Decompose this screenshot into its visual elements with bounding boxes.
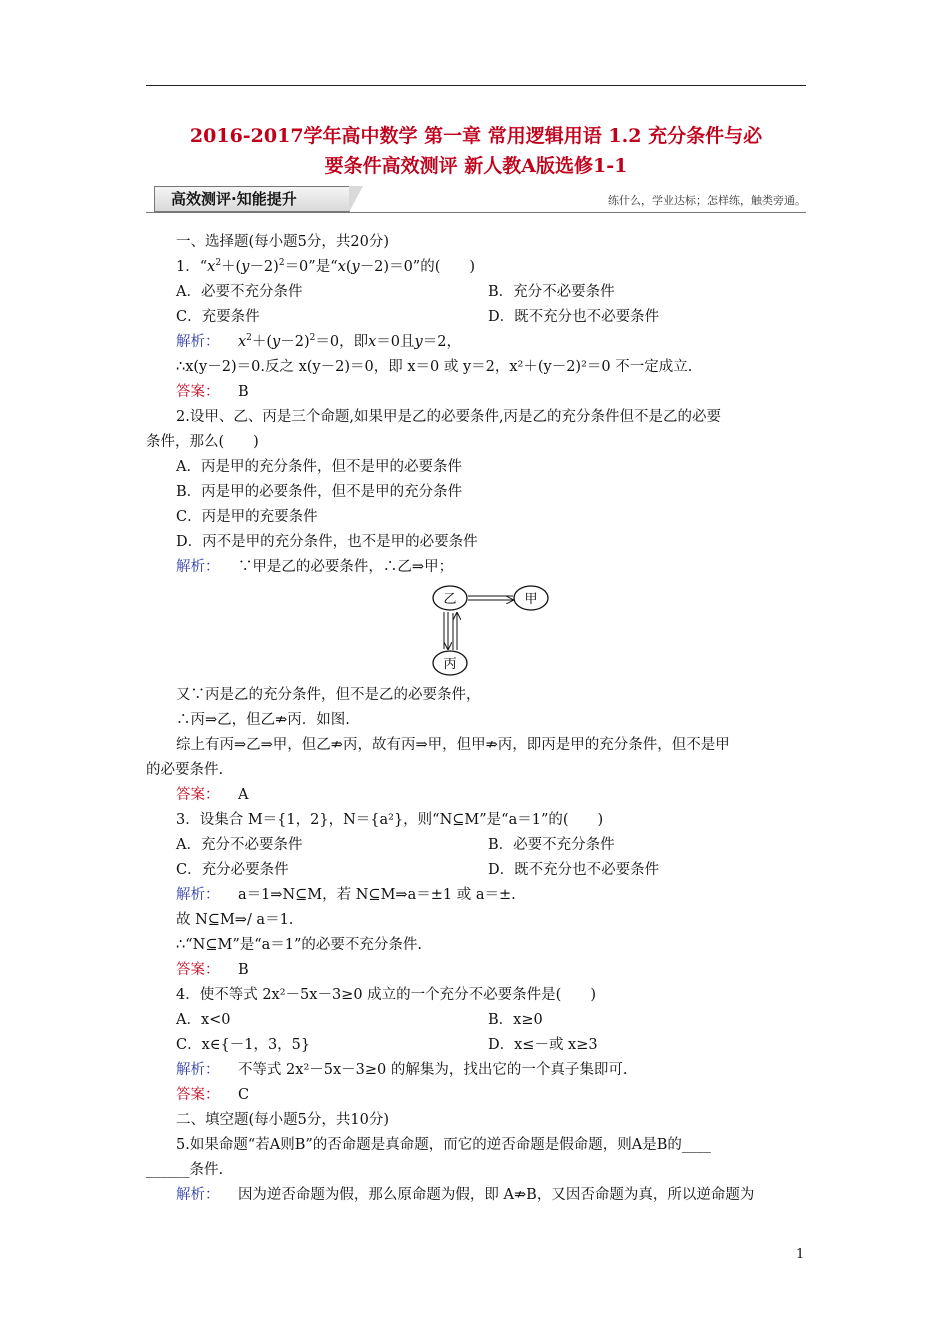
q3-option-b: B．必要不充分条件 xyxy=(488,837,615,853)
q1-analysis: 解析： $x^2+(y-2)^2=0$，即x＝0且y＝2， xyxy=(176,333,461,350)
q2-option-c: C．丙是甲的充要条件 xyxy=(176,509,318,525)
q4-answer: 答案： C xyxy=(176,1087,250,1103)
q3-analysis: 解析： a＝1⇒N⊆M，若 N⊆M⇒a＝±1 或 a＝±. xyxy=(176,887,516,903)
q2-answer: 答案： A xyxy=(176,787,249,803)
section-1-heading: 一、选择题(每小题5分，共20分) xyxy=(176,234,389,250)
q1-option-b: B．充分不必要条件 xyxy=(488,284,615,300)
q2-after-3: 综上有丙⇒乙⇒甲，但乙⇏丙，故有丙⇒甲，但甲⇏丙，即丙是甲的充分条件，但不是甲 xyxy=(176,737,730,753)
section-banner xyxy=(146,186,806,214)
q2-analysis: 解析： ∵甲是乙的必要条件，∴乙⇒甲； xyxy=(176,559,454,575)
answer-label: 答案： xyxy=(176,962,220,978)
q2-stem-line2: 条件，那么( ) xyxy=(146,434,259,450)
analysis-label: 解析： xyxy=(176,559,220,575)
answer-label: 答案： xyxy=(176,787,220,803)
analysis-label: 解析： xyxy=(176,1187,220,1203)
q4-analysis: 解析： 不等式 2x²－5x－3≥0 的解集为，找出它的一个真子集即可. xyxy=(176,1062,628,1078)
q3-option-c: C．充分必要条件 xyxy=(176,862,289,878)
answer-label: 答案： xyxy=(176,1087,220,1103)
q2-stem-line1: 2.设甲、乙、丙是三个命题,如果甲是乙的必要条件,丙是乙的充分条件但不是乙的必要 xyxy=(176,409,722,425)
top-rule xyxy=(146,85,806,86)
section-2-heading: 二、填空题(每小题5分，共10分) xyxy=(176,1112,389,1128)
answer-label: 答案： xyxy=(176,384,220,400)
q1-analysis-line2: ∴x(y－2)＝0.反之 x(y－2)＝0，即 x＝0 或 y＝2，x²＋(y－2)²＝0 不一定成立. xyxy=(176,359,693,375)
q3-stem: 3．设集合 M＝{1，2}，N＝{a²}，则“N⊆M”是“a＝1”的( ) xyxy=(176,812,604,828)
q2-option-d: D．丙不是甲的充分条件，也不是甲的必要条件 xyxy=(176,534,478,550)
q4-stem: 4．使不等式 2x²－5x－3≥0 成立的一个充分不必要条件是( ) xyxy=(176,987,596,1003)
q2-after-2: ∴丙⇒乙，但乙⇏丙．如图. xyxy=(176,712,350,728)
q3-option-d: D．既不充分也不必要条件 xyxy=(488,862,660,878)
q1-stem: 1．“$x^2+(y-2)^2=0$”是“x(y－2)＝0”的( ) xyxy=(176,258,476,275)
q4-option-a: A．x<0 xyxy=(176,1012,231,1028)
q5-stem-line1: 5.如果命题“若A则B”的否命题是真命题，而它的逆否命题是假命题，则A是B的____ xyxy=(176,1137,711,1153)
q3-option-a: A．充分不必要条件 xyxy=(176,837,303,853)
analysis-label: 解析： xyxy=(176,334,220,350)
q5-analysis: 解析： 因为逆否命题为假，那么原命题为假，即 A⇏B，又因否命题为真，所以逆命题为 xyxy=(176,1187,755,1203)
banner-underline xyxy=(146,212,806,213)
title-line-2: 要条件高效测评 新人教A版选修1-1 xyxy=(324,155,628,177)
title-line-1: 2016-2017学年高中数学 第一章 常用逻辑用语 1.2 充分条件与必 xyxy=(189,125,763,147)
q2-after-4: 的必要条件. xyxy=(146,762,224,778)
q1-option-d: D．既不充分也不必要条件 xyxy=(488,309,660,325)
analysis-label: 解析： xyxy=(176,887,220,903)
q2-option-a: A．丙是甲的充分条件，但不是甲的必要条件 xyxy=(176,459,462,475)
node-yi-label: 乙 xyxy=(443,592,457,607)
analysis-label: 解析： xyxy=(176,1062,220,1078)
q4-option-b: B．x≥0 xyxy=(488,1012,543,1028)
page-number: 1 xyxy=(796,1247,805,1262)
q3-line3: ∴“N⊆M”是“a＝1”的必要不充分条件. xyxy=(176,937,423,953)
q1-option-c: C．充要条件 xyxy=(176,309,260,325)
document-title xyxy=(120,121,832,181)
q1-answer: 答案： B xyxy=(176,384,249,400)
banner-label: 高效测评·知能提升 xyxy=(154,186,350,212)
banner-slogan: 练什么，学业达标；怎样练，触类旁通。 xyxy=(608,194,806,207)
q4-option-c: C．x∈{－1，3，5} xyxy=(176,1037,311,1053)
node-bing-label: 丙 xyxy=(443,657,457,672)
q3-line2: 故 N⊆M⇒/ a＝1. xyxy=(176,912,294,928)
q3-answer: 答案： B xyxy=(176,962,249,978)
q4-option-d: D．x≤－或 x≥3 xyxy=(488,1037,598,1053)
banner-tail xyxy=(349,186,363,212)
q1-option-a: A．必要不充分条件 xyxy=(176,284,303,300)
q5-stem-line2: ______条件. xyxy=(146,1162,224,1178)
implication-diagram xyxy=(430,583,550,678)
node-jia-label: 甲 xyxy=(524,592,538,607)
q2-after-1: 又∵丙是乙的充分条件，但不是乙的必要条件， xyxy=(176,687,481,703)
q2-option-b: B．丙是甲的必要条件，但不是甲的充分条件 xyxy=(176,484,463,500)
